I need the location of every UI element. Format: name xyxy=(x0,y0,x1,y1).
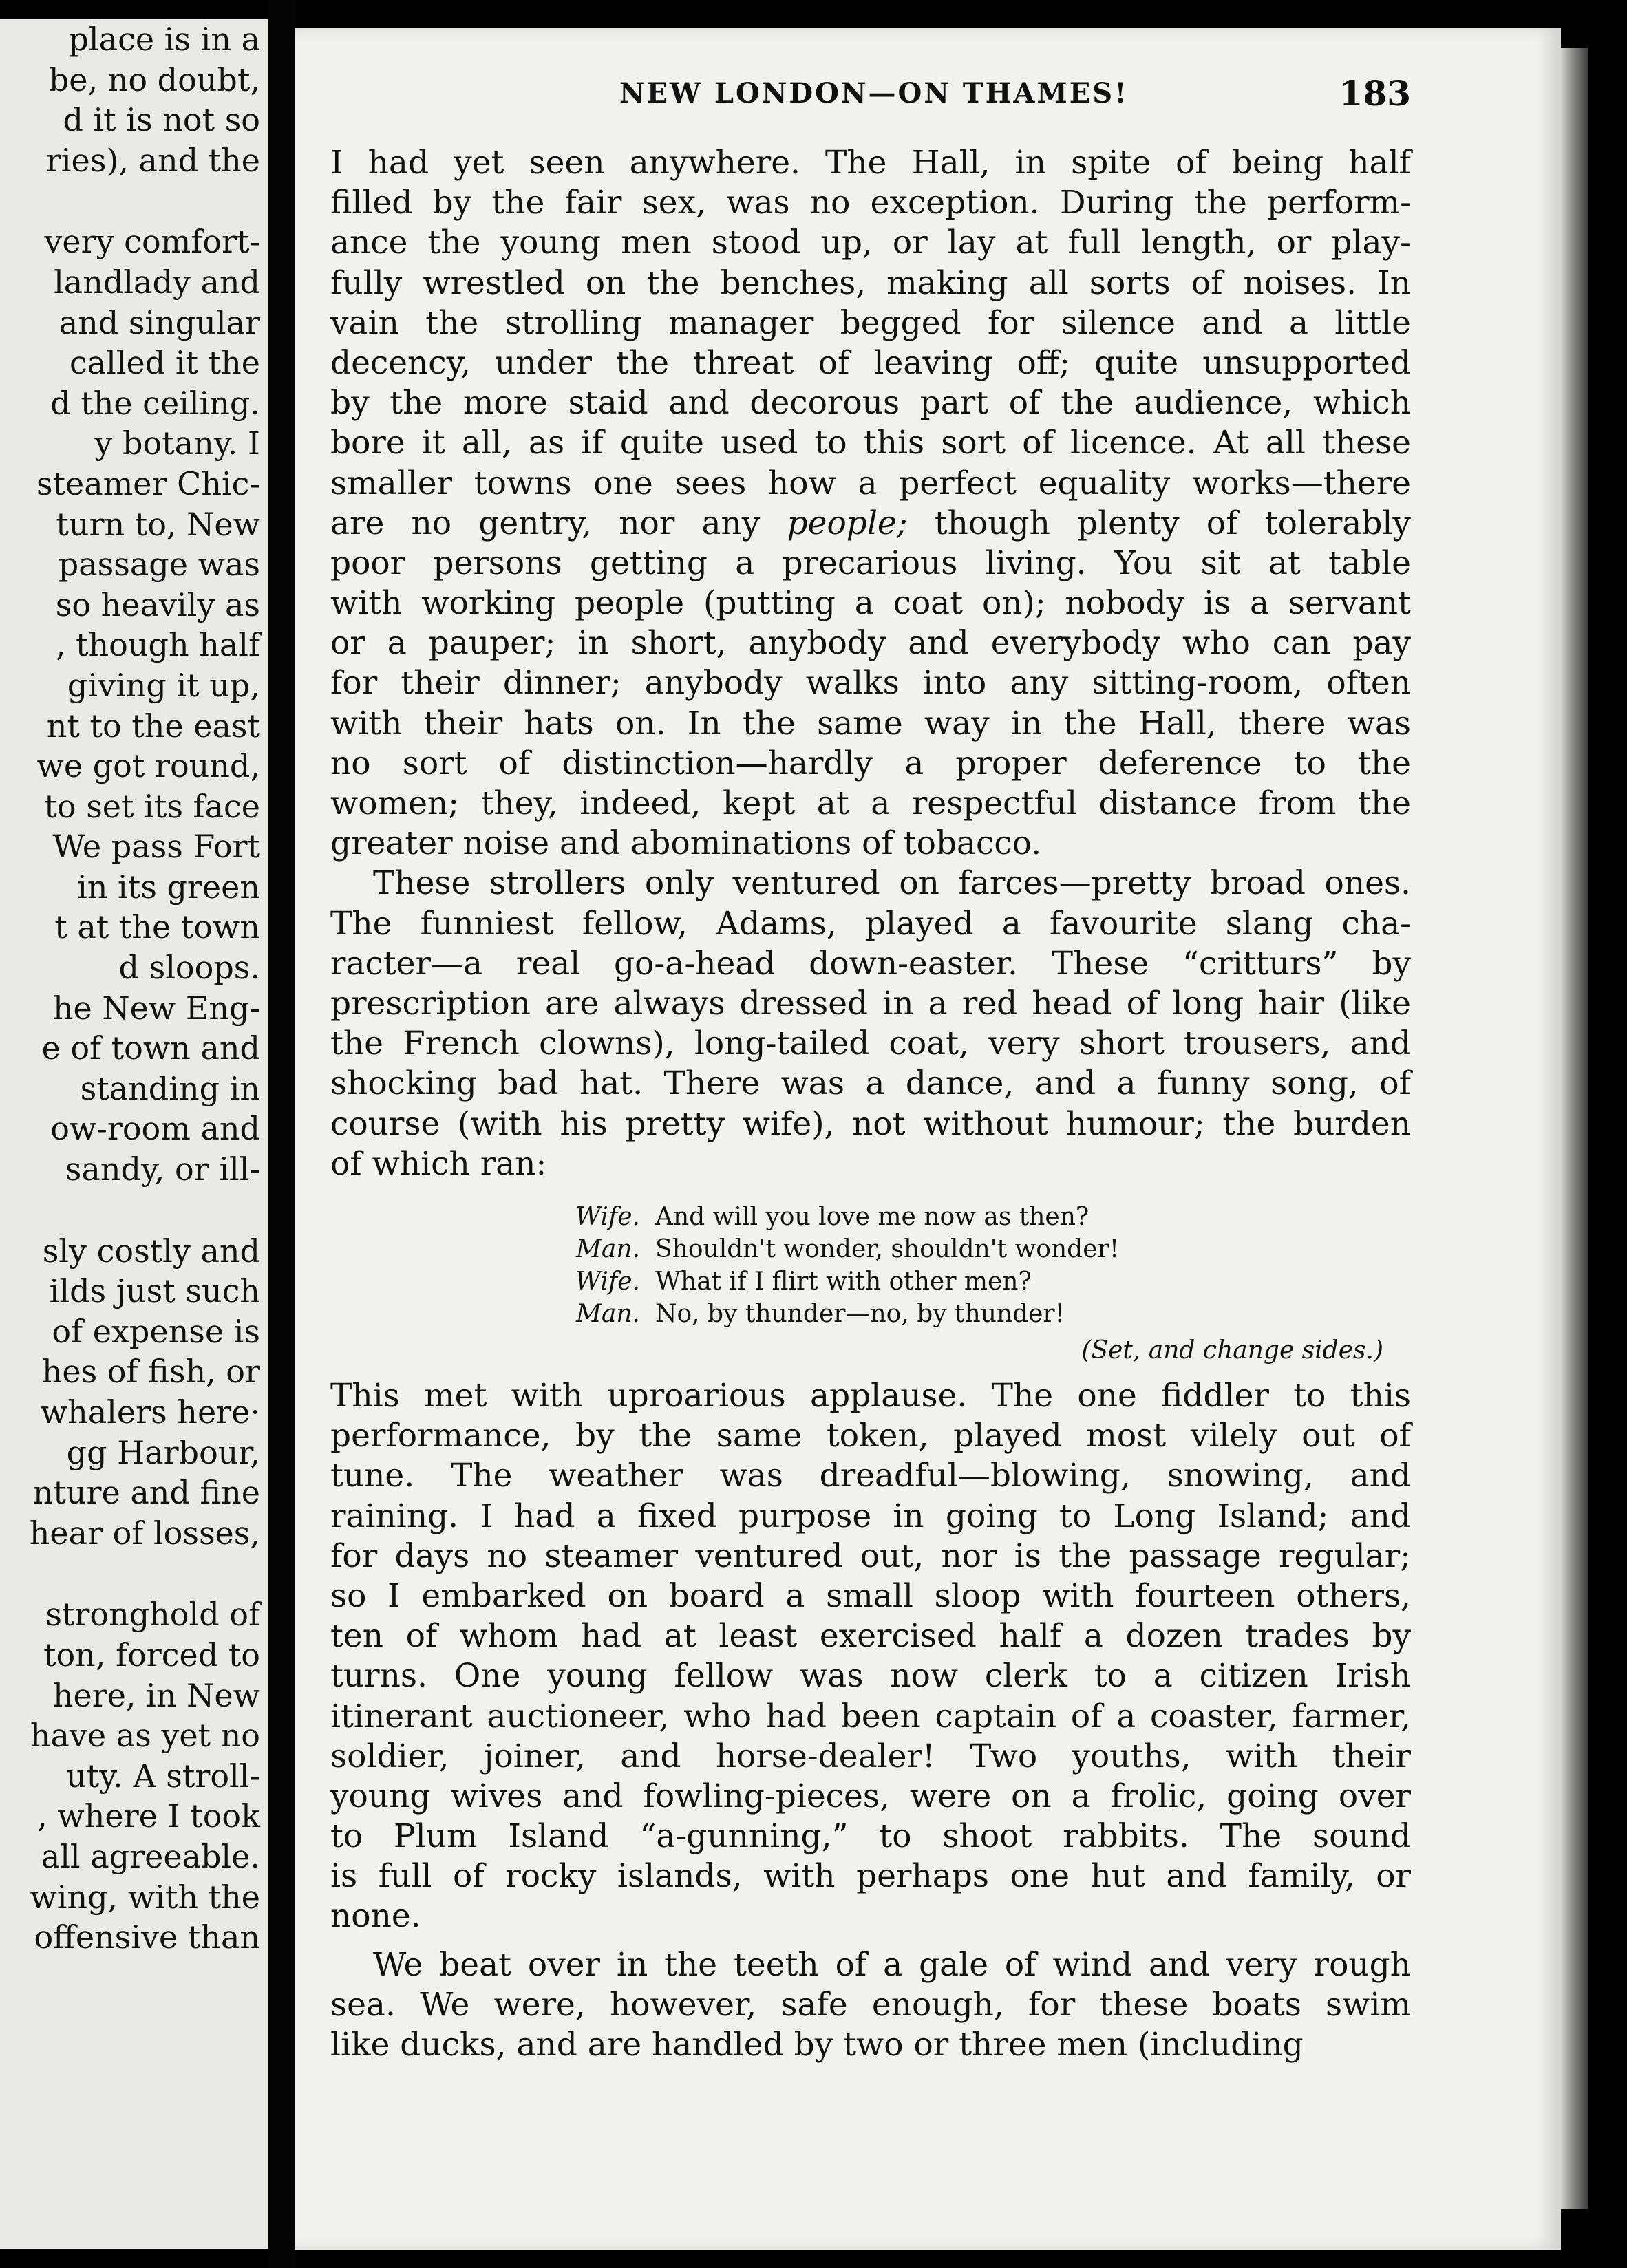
page-header xyxy=(323,73,1411,118)
verse-text: Shouldn't wonder, shouldn't wonder! xyxy=(655,1235,1120,1263)
body-line: shocking bad hat. There was a dance, and a funny song, of xyxy=(330,1065,1411,1103)
verse-speaker: Man. xyxy=(576,1235,640,1263)
body-line: for days no steamer ventured out, nor is the passage regular; xyxy=(330,1537,1411,1575)
body-line: fully wrestled on the benches, making all sorts of noises. In xyxy=(330,264,1411,302)
left-page-line xyxy=(0,1190,260,1231)
body-line: or a pauper; in short, anybody and everybody who can pay xyxy=(330,624,1411,663)
body-line: greater noise and abominations of tobacco. xyxy=(330,824,1042,863)
body-line: young wives and fowling-pieces, were on a frolic, going over xyxy=(330,1777,1411,1815)
body-line: sea. We were, however, safe enough, for these boats swim xyxy=(330,1985,1411,2024)
left-page-line: ilds just such xyxy=(49,1272,260,1310)
body-line: vain the strolling manager begged for silence and a little xyxy=(330,303,1411,342)
left-page-line: turn to, New xyxy=(56,505,260,543)
left-page-line: hear of losses, xyxy=(29,1514,260,1552)
body-line: tune. The weather was dreadful—blowing, snowing, and xyxy=(330,1457,1411,1495)
left-page-line: have as yet no xyxy=(30,1717,260,1755)
left-page-lines xyxy=(0,19,260,1958)
body-line: filled by the fair sex, was no exception. During the perform- xyxy=(330,184,1411,222)
left-page-line: all agreeable. xyxy=(41,1837,260,1875)
verse-line xyxy=(551,1265,1383,1298)
running-title: NEW LONDON—ON THAMES! xyxy=(619,77,1129,109)
body-line: I had yet seen anywhere. The Hall, in spite of being half xyxy=(330,144,1411,182)
left-page-line: uty. A stroll- xyxy=(66,1757,260,1795)
left-page-line: wing, with the xyxy=(30,1878,260,1916)
left-page-line: d the ceiling. xyxy=(50,384,260,422)
verse-line xyxy=(551,1233,1383,1265)
left-page-line: , where I took xyxy=(37,1797,260,1835)
body-line: racter—a real go-a-head down-easter. These “critturs” by xyxy=(330,944,1411,983)
body-line: soldier, joiner, and horse-dealer! Two youths, with their xyxy=(330,1737,1411,1775)
left-page-fragment xyxy=(0,19,268,2249)
left-page-line: be, no doubt, xyxy=(48,61,260,98)
body-line: none. xyxy=(330,1897,421,1936)
page-edge xyxy=(1561,48,1588,2209)
book-gutter xyxy=(268,0,296,2268)
left-page-line: stronghold of xyxy=(45,1596,260,1634)
body-line: bore it all, as if quite used to this sort of licence. At all these xyxy=(330,424,1411,462)
verse-speaker: Wife. xyxy=(575,1203,640,1231)
left-page-line: and singular xyxy=(59,303,260,341)
verse-speaker: Man. xyxy=(576,1300,640,1328)
left-page-line: called it the xyxy=(69,344,260,382)
left-page-line: giving it up, xyxy=(67,666,260,704)
left-page-line: nture and fine xyxy=(32,1474,260,1512)
left-page-line: place is in a xyxy=(68,21,260,58)
body-line: raining. I had a fixed purpose in going to Long Island; and xyxy=(330,1497,1411,1535)
left-page-line: steamer Chic- xyxy=(36,464,260,502)
left-page-line: ton, forced to xyxy=(43,1636,260,1673)
body-line: with working people (putting a coat on); nobody is a servant xyxy=(330,584,1411,623)
verse-line xyxy=(551,1201,1383,1233)
left-page-line: whalers here· xyxy=(40,1393,260,1431)
body-line: performance, by the same token, played most vilely out of xyxy=(330,1417,1411,1455)
verse-text: No, by thunder—no, by thunder! xyxy=(655,1300,1065,1328)
left-page-line: to set its face xyxy=(44,787,260,825)
body-line: like ducks, and are handled by two or three men (including xyxy=(330,2026,1304,2064)
left-page-line: d sloops. xyxy=(118,949,260,987)
body-line: to Plum Island “a-gunning,” to shoot rabbits. The sound xyxy=(330,1817,1411,1856)
body-line: of which ran: xyxy=(330,1144,547,1183)
verse-line xyxy=(551,1298,1383,1330)
body-line: with their hats on. In the same way in the Hall, there was xyxy=(330,704,1411,742)
stage-direction: (Set, and change sides.) xyxy=(1081,1336,1383,1365)
left-page-line: of expense is xyxy=(52,1312,260,1350)
left-page-line: offensive than xyxy=(34,1918,260,1956)
body-text-part2 xyxy=(330,1376,1411,2065)
body-line: by the more staid and decorous part of the audience, which xyxy=(330,384,1411,422)
body-line: prescription are always dressed in a red head of long hair (like xyxy=(330,984,1411,1023)
verse-block xyxy=(551,1201,1383,1365)
left-page-line: e of town and xyxy=(41,1029,260,1067)
left-page-line: sandy, or ill- xyxy=(65,1151,260,1188)
body-line: is full of rocky islands, with perhaps one hut and family, or xyxy=(330,1857,1411,1896)
left-page-line: we got round, xyxy=(36,747,260,785)
body-line: the French clowns), long-tailed coat, very short trousers, and xyxy=(330,1025,1411,1063)
verse-text: What if I flirt with other men? xyxy=(655,1267,1032,1296)
left-page-line: landlady and xyxy=(54,263,260,301)
body-line: These strollers only ventured on farces—pretty broad ones. xyxy=(373,864,1411,903)
body-line: The funniest fellow, Adams, played a favourite slang cha- xyxy=(330,904,1411,943)
body-line: We beat over in the teeth of a gale of wind and very rough xyxy=(373,1945,1411,1984)
left-page-line xyxy=(0,180,260,222)
body-line: women; they, indeed, kept at a respectful distance from the xyxy=(330,784,1411,822)
left-page-line: t at the town xyxy=(54,908,260,946)
left-page-line: sly costly and xyxy=(42,1232,260,1270)
body-line: for their dinner; anybody walks into any sitting-room, often xyxy=(330,664,1411,703)
italic-word: people; xyxy=(787,504,908,542)
body-line: ten of whom had at least exercised half a dozen trades by xyxy=(330,1617,1411,1656)
left-page-line: in its green xyxy=(77,868,260,906)
left-page-line: passage was xyxy=(58,546,260,584)
left-page-line: d it is not so xyxy=(63,101,260,139)
left-page-line: standing in xyxy=(80,1069,260,1107)
left-page-line: nt to the east xyxy=(46,707,260,745)
left-page-line: so heavily as xyxy=(55,586,260,623)
body-line: no sort of distinction—hardly a proper deference to the xyxy=(330,744,1411,782)
left-page-line: ow-room and xyxy=(50,1110,260,1148)
body-line: decency, under the threat of leaving off; quite unsupported xyxy=(330,343,1411,382)
left-page-line: hes of fish, or xyxy=(41,1353,260,1391)
body-line: ance the young men stood up, or lay at full length, or play- xyxy=(330,224,1411,262)
left-page-line: gg Harbour, xyxy=(66,1433,260,1471)
left-page-line xyxy=(0,1553,260,1594)
body-line: are no gentry, nor any people; though plenty of tolerably xyxy=(330,504,1411,542)
verse-speaker: Wife. xyxy=(575,1267,640,1296)
body-line: itinerant auctioneer, who had been captain of a coaster, farmer, xyxy=(330,1697,1411,1735)
body-line: This met with uproarious applause. The one fiddler to this xyxy=(330,1377,1411,1415)
body-line: poor persons getting a precarious living. You sit at table xyxy=(330,544,1411,582)
left-page-line: We pass Fort xyxy=(52,828,260,866)
left-page-line: , though half xyxy=(55,626,260,664)
left-page-line: he New Eng- xyxy=(52,989,260,1027)
verse-text: And will you love me now as then? xyxy=(655,1203,1089,1231)
left-page-line: here, in New xyxy=(52,1676,260,1714)
body-line: course (with his pretty wife), not without humour; the burden xyxy=(330,1104,1411,1143)
left-page-line: ries), and the xyxy=(45,141,260,179)
left-page-line: y botany. I xyxy=(94,425,260,462)
body-line: smaller towns one sees how a perfect equality works—there xyxy=(330,464,1411,502)
body-line: so I embarked on board a small sloop with fourteen others, xyxy=(330,1576,1411,1615)
body-text-part1 xyxy=(330,143,1411,1184)
page-number: 183 xyxy=(1339,73,1411,114)
left-page-line: very comfort- xyxy=(44,223,260,261)
body-line: turns. One young fellow was now clerk to a citizen Irish xyxy=(330,1657,1411,1695)
